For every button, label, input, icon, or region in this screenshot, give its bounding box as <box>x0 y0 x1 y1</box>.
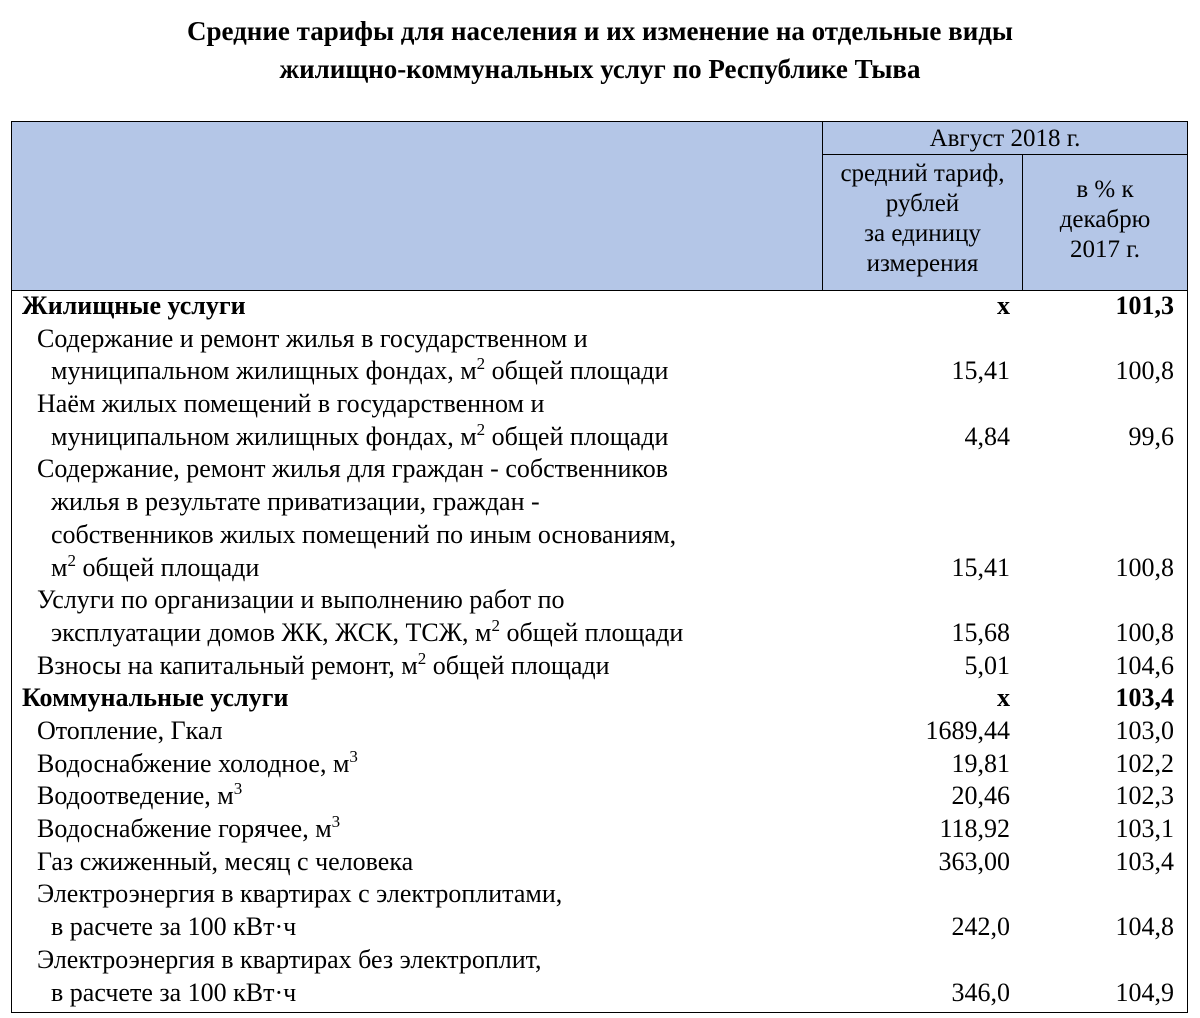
percent-value: 101,3 <box>1115 291 1174 320</box>
header-col-percent-line: 2017 г. <box>1070 236 1140 263</box>
tariff-value: 118,92 <box>939 814 1010 844</box>
table-row <box>12 944 1187 1009</box>
percent-value: 104,9 <box>1115 977 1174 1007</box>
title-line-2: жилищно-коммунальных услуг по Республике Тыва <box>279 54 921 84</box>
row-label-line: Отопление, Гкал <box>37 716 223 746</box>
unit-exponent: 3 <box>331 812 341 832</box>
section-row <box>12 682 1187 715</box>
row-label <box>12 323 812 388</box>
percent-value: 103,4 <box>1115 846 1174 876</box>
row-label-line: собственников жилых помещений по иным основаниям, <box>51 519 677 549</box>
header-col-tariff-line: за единицу <box>864 220 981 247</box>
row-label <box>12 715 812 748</box>
unit-exponent: 2 <box>67 550 76 570</box>
header-col-tariff-line: средний тариф, <box>840 160 1005 187</box>
unit-exponent: 3 <box>233 779 243 799</box>
unit-exponent: 2 <box>417 648 427 668</box>
row-label <box>12 290 812 323</box>
row-label <box>12 682 812 715</box>
row-label <box>12 846 812 879</box>
row-label <box>12 388 812 453</box>
table-header <box>12 122 1187 291</box>
tariff-value: 363,00 <box>938 846 1010 876</box>
tariff-value: 15,68 <box>951 617 1010 647</box>
header-col-percent-line: в % к <box>1076 176 1134 203</box>
row-label <box>12 748 812 781</box>
header-col-tariff <box>823 155 1023 290</box>
row-label-line: Водоотведение, $м^3$ <box>37 779 243 811</box>
row-label <box>12 453 812 584</box>
table-row <box>12 813 1187 846</box>
row-label-line: муниципальном жилищных фондах, $м^2$ общей площади <box>51 354 669 386</box>
unit-exponent: 3 <box>349 746 358 766</box>
row-label <box>12 878 812 943</box>
document-title <box>0 12 1200 88</box>
tariff-value: 19,81 <box>951 748 1010 778</box>
percent-value: 100,8 <box>1115 552 1174 582</box>
percent-value: 104,8 <box>1115 912 1174 942</box>
header-blank-cell <box>12 122 823 290</box>
row-label-line: Электроэнергия в квартирах без электроплит, <box>37 944 542 974</box>
row-label-line: Содержание и ремонт жилья в государственном и <box>37 323 588 353</box>
unit-exponent: 2 <box>491 615 500 635</box>
table-row <box>12 846 1187 879</box>
tariff-value: 5,01 <box>964 650 1010 680</box>
table-row <box>12 388 1187 453</box>
percent-value: 99,6 <box>1128 421 1174 451</box>
table-row <box>12 878 1187 943</box>
row-label-line: Взносы на капитальный ремонт, $м^2$ общей площади <box>37 648 610 680</box>
row-label-line: $м^2$ общей площади <box>51 550 260 582</box>
tariff-value: 15,41 <box>951 552 1010 582</box>
percent-value: 103,1 <box>1115 814 1174 844</box>
row-label-line: в расчете за 100 кВт·ч <box>51 977 297 1007</box>
row-label-line: Водоснабжение горячее, $м^3$ <box>37 812 341 844</box>
row-label-line: жилья в результате приватизации, граждан - <box>51 487 540 517</box>
table-row <box>12 780 1187 813</box>
row-label-line: Содержание, ремонт жилья для граждан - собственников <box>37 454 669 484</box>
row-label-line: эксплуатации домов ЖК, ЖСК, ТСЖ, $м^2$ общей площади <box>51 615 684 647</box>
tariff-value: 1689,44 <box>925 716 1010 746</box>
header-col-percent <box>1023 155 1187 290</box>
row-label-line: Наём жилых помещений в государственном и <box>37 389 545 419</box>
percent-value: 100,8 <box>1115 617 1174 647</box>
percent-value: 102,3 <box>1115 781 1174 811</box>
row-label <box>12 780 812 813</box>
table-body <box>12 290 1187 1009</box>
percent-value: 104,6 <box>1115 650 1174 680</box>
row-label-line: в расчете за 100 кВт·ч <box>51 912 297 942</box>
table-row <box>12 453 1187 584</box>
table-row <box>12 584 1187 649</box>
row-label <box>12 584 812 649</box>
tariff-value: 20,46 <box>951 781 1010 811</box>
tariff-value: х <box>997 683 1010 713</box>
row-label <box>12 944 812 1009</box>
tariff-value: 242,0 <box>951 912 1010 942</box>
header-col-percent-line: декабрю <box>1059 206 1151 233</box>
percent-value: 103,0 <box>1115 716 1174 746</box>
unit-exponent: 2 <box>476 354 486 374</box>
title-line-1: Средние тарифы для населения и их изменение на отдельные виды <box>186 16 1014 46</box>
row-label-line: Водоснабжение холодное, $м^3$ <box>37 746 358 778</box>
tariff-value: х <box>997 291 1010 320</box>
row-label-line: Коммунальные услуги <box>22 683 289 713</box>
section-row <box>12 290 1187 323</box>
table-row <box>12 323 1187 388</box>
percent-value: 100,8 <box>1115 356 1174 386</box>
percent-value: 103,4 <box>1115 683 1174 713</box>
header-col-tariff-line: рублей <box>885 190 960 217</box>
row-label-line: Электроэнергия в квартирах с электроплитами, <box>37 879 563 909</box>
tariff-value: 15,41 <box>951 356 1010 386</box>
row-label <box>12 813 812 846</box>
table-row <box>12 650 1187 683</box>
row-label-line: Газ сжиженный, месяц с человека <box>37 846 414 876</box>
row-label-line: Услуги по организации и выполнению работ по <box>37 585 565 615</box>
header-col-tariff-line: измерения <box>866 250 979 277</box>
tariff-value: 346,0 <box>951 977 1010 1007</box>
unit-exponent: 2 <box>476 419 486 439</box>
percent-value: 102,2 <box>1115 748 1174 778</box>
row-label-line: Жилищные услуги <box>22 291 246 320</box>
row-label-line: муниципальном жилищных фондах, $м^2$ общей площади <box>51 419 669 451</box>
tariff-value: 4,84 <box>964 421 1010 451</box>
row-label <box>12 650 812 683</box>
tariff-table <box>11 121 1188 1013</box>
table-row <box>12 748 1187 781</box>
header-period: Август 2018 г. <box>823 122 1187 155</box>
table-row <box>12 715 1187 748</box>
